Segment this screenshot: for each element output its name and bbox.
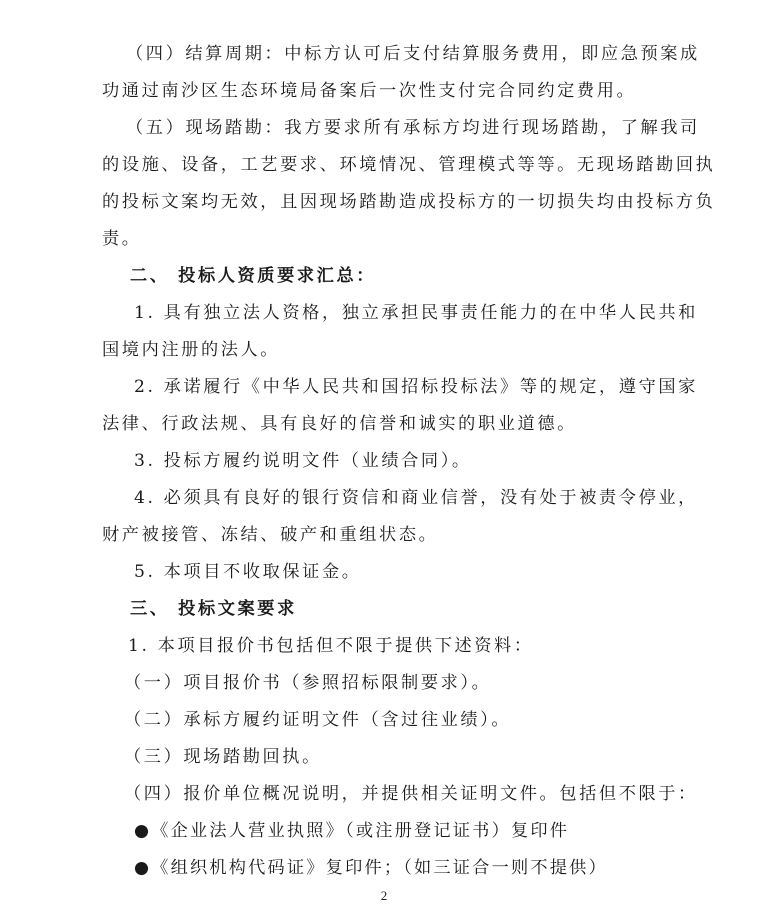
text-line: （四）报价单位概况说明，并提供相关证明文件。包括但不限于：: [124, 784, 698, 804]
text-line: 责。: [102, 229, 142, 249]
text-line: 3. 投标方履约说明文件（业绩合同）。: [134, 451, 472, 471]
text-line: 国境内注册的法人。: [102, 340, 281, 360]
text-line: 1. 具有独立法人资格，独立承担民事责任能力的在中华人民共和: [134, 303, 698, 323]
text-line: （五）现场踏勘：我方要求所有承标方均进行现场踏勘，了解我司: [126, 118, 700, 138]
text-line: （二）承标方履约证明文件（含过往业绩）。: [124, 710, 512, 730]
text-line: 法律、行政法规、具有良好的信誉和诚实的职业道德。: [102, 414, 577, 434]
section-heading: 三、 投标文案要求: [130, 599, 297, 619]
text-line: 财产被接管、冻结、破产和重组状态。: [102, 525, 439, 545]
text-line: （三）现场踏勘回执。: [124, 747, 322, 767]
text-line: 5. 本项目不收取保证金。: [134, 562, 362, 582]
text-line: 的投标文案均无效，且因现场踏勘造成投标方的一切损失均由投标方负: [102, 192, 716, 212]
page-number: 2: [380, 888, 388, 903]
section-heading: 二、 投标人资质要求汇总：: [130, 266, 377, 286]
bullet-item: ●《组织机构代码证》复印件；（如三证合一则不提供）: [134, 858, 608, 878]
text-line: 功通过南沙区生态环境局备案后一次性支付完合同约定费用。: [102, 81, 637, 101]
text-line: 1. 本项目报价书包括但不限于提供下述资料：: [128, 636, 534, 656]
text-line: （四）结算周期：中标方认可后支付结算服务费用，即应急预案成: [126, 44, 700, 64]
text-line: 的设施、设备，工艺要求、环境情况、管理模式等等。无现场踏勘回执: [102, 155, 716, 175]
text-line: （一）项目报价书（参照招标限制要求）。: [124, 673, 492, 693]
text-line: 4. 必须具有良好的银行资信和商业信誉，没有处于被责令停业，: [134, 488, 698, 508]
bullet-item: ●《企业法人营业执照》（或注册登记证书）复印件: [134, 821, 570, 841]
text-line: 2. 承诺履行《中华人民共和国招标投标法》等的规定，遵守国家: [134, 377, 698, 397]
